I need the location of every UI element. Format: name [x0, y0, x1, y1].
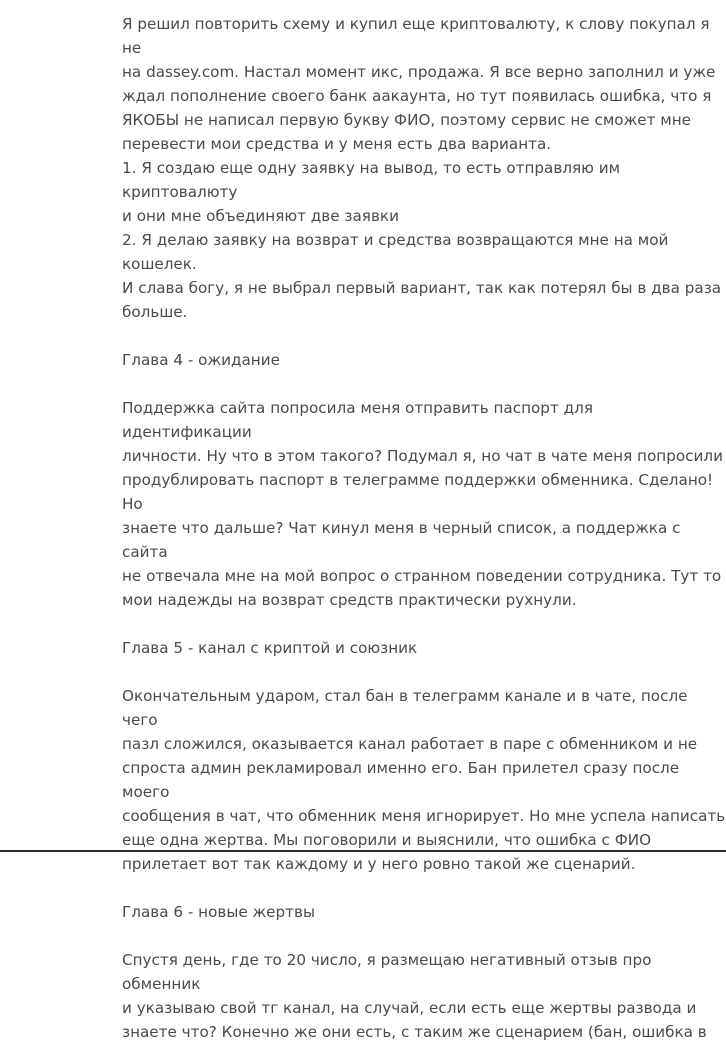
chapter-5-paragraph: [122, 684, 726, 876]
bottom-divider: [0, 850, 726, 852]
spacer: [122, 612, 726, 636]
text-line: мои надежды на возврат средств практически рухнули.: [122, 591, 577, 609]
chapter-4-paragraph: [122, 396, 726, 612]
text-line: на dassey.com. Настал момент икс, продажа. Я все верно заполнил и уже: [122, 63, 716, 81]
text-line: Я решил повторить схему и купил еще криптовалюту, к слову покупал я не: [122, 15, 710, 57]
text-line: и указываю свой тг канал, на случай, если есть еще жертвы развода и: [122, 999, 697, 1017]
spacer: [122, 660, 726, 684]
text-line: Окончательным ударом, стал бан в телеграмм канале и в чате, после чего: [122, 687, 688, 729]
chapter-6-paragraph: [122, 948, 726, 1044]
text-line: знаете что? Конечно же они есть, с таким же сценарием (бан, ошибка в: [122, 1023, 707, 1041]
spacer: [122, 324, 726, 348]
text-line: сообщения в чат, что обменник меня игнорирует. Но мне успела написать: [122, 807, 726, 825]
text-line: И слава богу, я не выбрал первый вариант, так как потерял бы в два раза: [122, 279, 722, 297]
text-line: прилетает вот так каждому и у него ровно такой же сценарий.: [122, 855, 636, 873]
text-line: еще одна жертва. Мы поговорили и выяснили, что ошибка с ФИО: [122, 831, 652, 849]
text-line: Спустя день, где то 20 число, я размещаю негативный отзыв про обменник: [122, 951, 652, 993]
text-line: продублировать паспорт в телеграмме поддержки обменника. Сделано! Но: [122, 471, 714, 513]
text-line: не отвечала мне на мой вопрос о странном поведении сотрудника. Тут то: [122, 567, 722, 585]
chapter-6-heading: [122, 900, 726, 924]
text-line: больше.: [122, 303, 188, 321]
text-line: перевести мои средства и у меня есть два варианта.: [122, 135, 552, 153]
text-line: и они мне объединяют две заявки: [122, 207, 399, 225]
text-line: Поддержка сайта попросила меня отправить паспорт для идентификации: [122, 399, 593, 441]
spacer: [122, 372, 726, 396]
text-line: ждал пополнение своего банк аакаунта, но тут появилась ошибка, что я: [122, 87, 712, 105]
text-line: ЯКОБЫ не написал первую букву ФИО, поэтому сервис не сможет мне: [122, 111, 692, 129]
chapter-heading-text: Глава 5 - канал с криптой и союзник: [122, 639, 418, 657]
text-line: кошелек.: [122, 255, 197, 273]
chapter-5-heading: [122, 636, 726, 660]
text-line: 2. Я делаю заявку на возврат и средства возвращаются мне на мой: [122, 231, 669, 249]
chapter-heading-text: Глава 4 - ожидание: [122, 351, 280, 369]
chapter-4-heading: [122, 348, 726, 372]
article-body: [122, 12, 726, 1044]
text-line: знаете что дальше? Чат кинул меня в черный список, а поддержка с сайта: [122, 519, 681, 561]
text-line: личности. Ну что в этом такого? Подумал я, но чат в чате меня попросили: [122, 447, 723, 465]
text-line: 1. Я создаю еще одну заявку на вывод, то есть отправляю им криптовалюту: [122, 159, 621, 201]
text-line: пазл сложился, оказывается канал работает в паре с обменником и не: [122, 735, 698, 753]
chapter-heading-text: Глава 6 - новые жертвы: [122, 903, 315, 921]
spacer: [122, 876, 726, 900]
spacer: [122, 924, 726, 948]
intro-paragraph: [122, 12, 726, 324]
text-line: спроста админ рекламировал именно его. Бан прилетел сразу после моего: [122, 759, 680, 801]
